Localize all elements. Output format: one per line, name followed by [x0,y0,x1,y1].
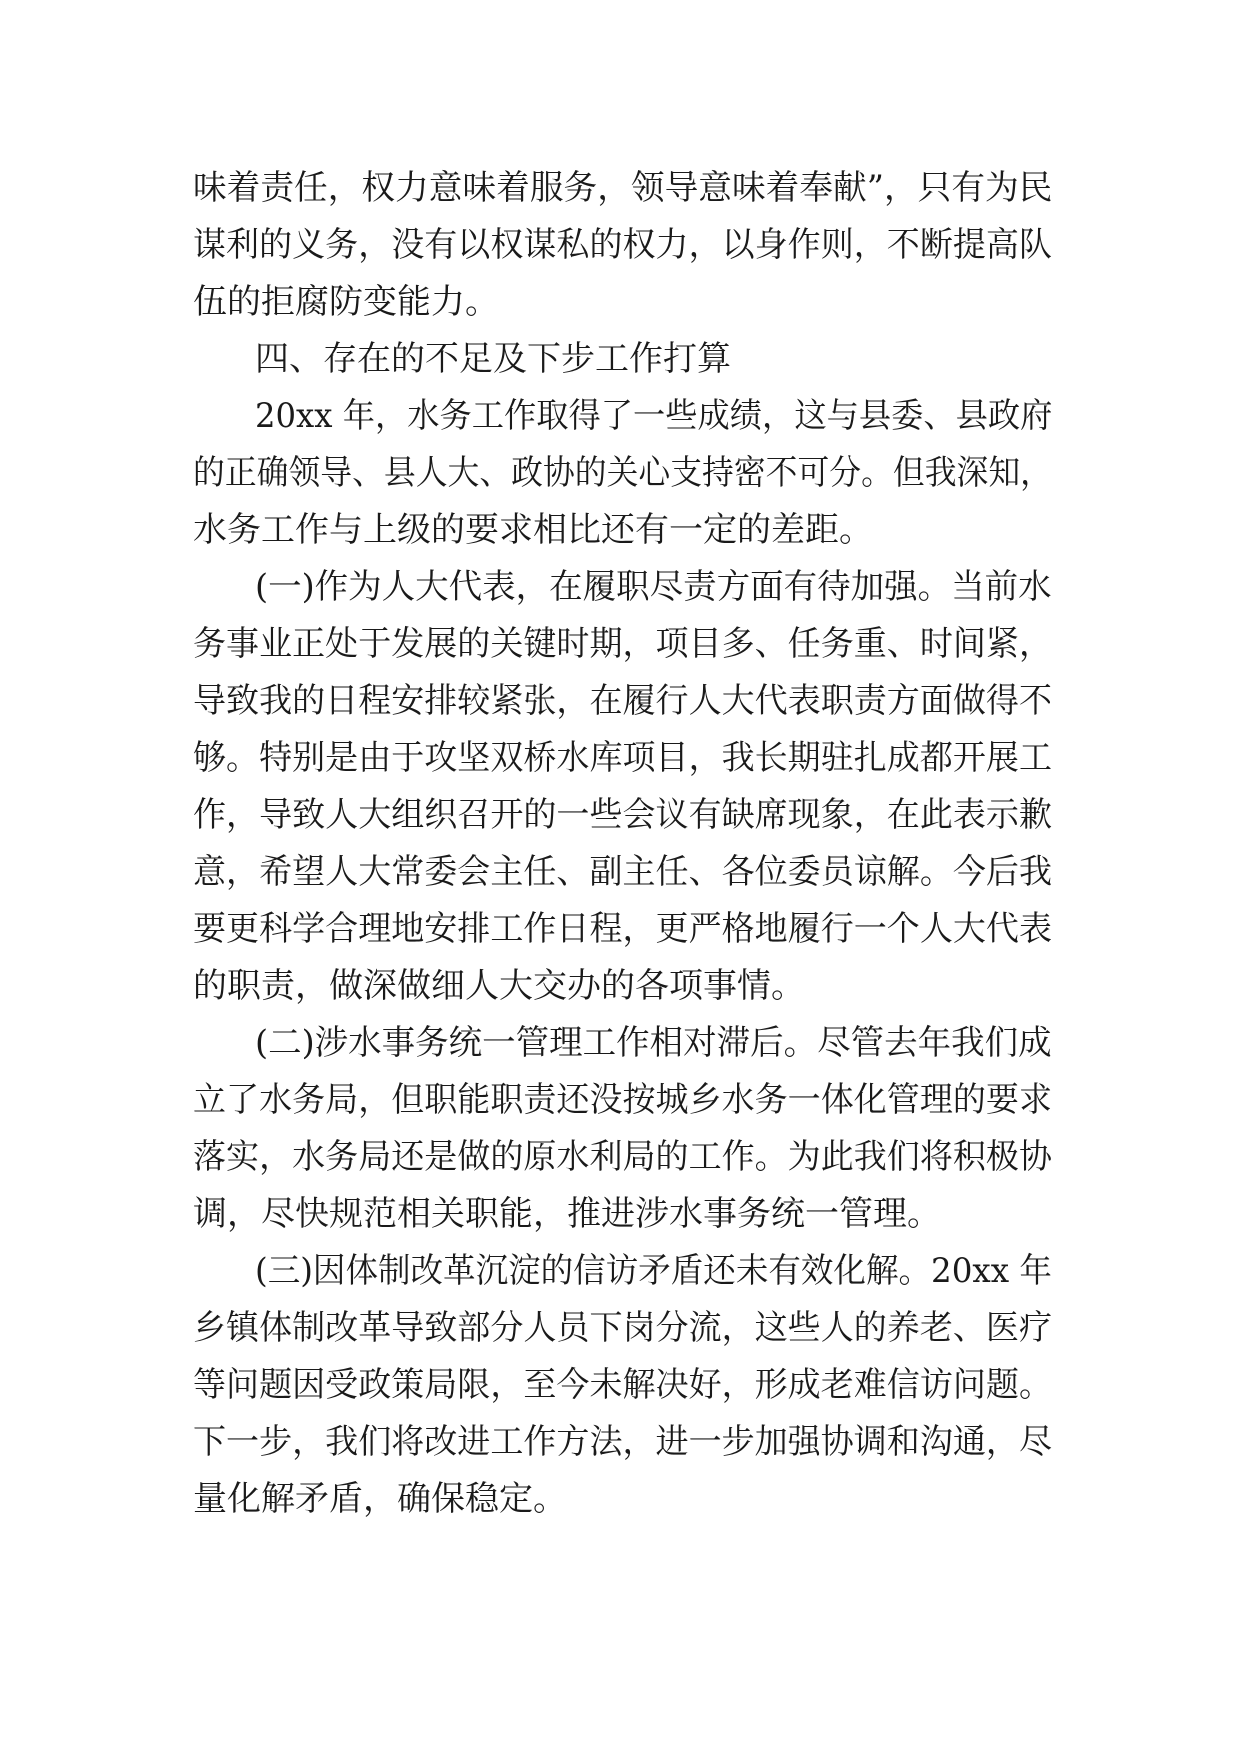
text-line: 立了水务局，但职能职责还没按城乡水务一体化管理的要求 [193,1080,1052,1120]
text-line: 等问题因受政策局限，至今未解决好，形成老难信访问题。 [193,1365,1052,1405]
text-line: (二)涉水事务统一管理工作相对滞后。尽管去年我们成 [255,1023,1052,1063]
text-line: 谋利的义务，没有以权谋私的权力，以身作则，不断提高队 [193,225,1052,265]
text-line: 20xx 年，水务工作取得了一些成绩，这与县委、县政府 [255,396,1053,436]
text-line: 导致我的日程安排较紧张，在履行人大代表职责方面做得不 [193,681,1052,721]
text-line: 下一步，我们将改进工作方法，进一步加强协调和沟通，尽 [193,1422,1052,1462]
text-line: 要更科学合理地安排工作日程，更严格地履行一个人大代表 [193,909,1052,949]
text-line: 作，导致人大组织召开的一些会议有缺席现象，在此表示歉 [193,795,1052,835]
text-line: 的正确领导、县人大、政协的关心支持密不可分。但我深知， [193,453,1052,493]
text-line: (一)作为人大代表，在履职尽责方面有待加强。当前水 [255,567,1052,607]
text-line: 意，希望人大常委会主任、副主任、各位委员谅解。今后我 [193,852,1052,892]
text-line: 味着责任，权力意味着服务，领导意味着奉献”，只有为民 [193,168,1053,208]
text-line: 的职责，做深做细人大交办的各项事情。 [193,966,805,1006]
section-heading: 四、存在的不足及下步工作打算 [255,339,731,379]
text-line: 乡镇体制改革导致部分人员下岗分流，这些人的养老、医疗 [193,1308,1052,1348]
text-line: 调，尽快规范相关职能，推进涉水事务统一管理。 [193,1194,941,1234]
text-line: 落实，水务局还是做的原水利局的工作。为此我们将积极协 [193,1137,1052,1177]
text-line: 伍的拒腐防变能力。 [193,282,499,322]
text-line: 水务工作与上级的要求相比还有一定的差距。 [193,510,873,550]
text-line: (三)因体制改革沉淀的信访矛盾还未有效化解。20xx 年 [255,1251,1052,1291]
text-line: 量化解矛盾，确保稳定。 [193,1479,567,1519]
text-line: 务事业正处于发展的关键时期，项目多、任务重、时间紧， [193,624,1052,664]
text-line: 够。特别是由于攻坚双桥水库项目，我长期驻扎成都开展工 [193,738,1052,778]
